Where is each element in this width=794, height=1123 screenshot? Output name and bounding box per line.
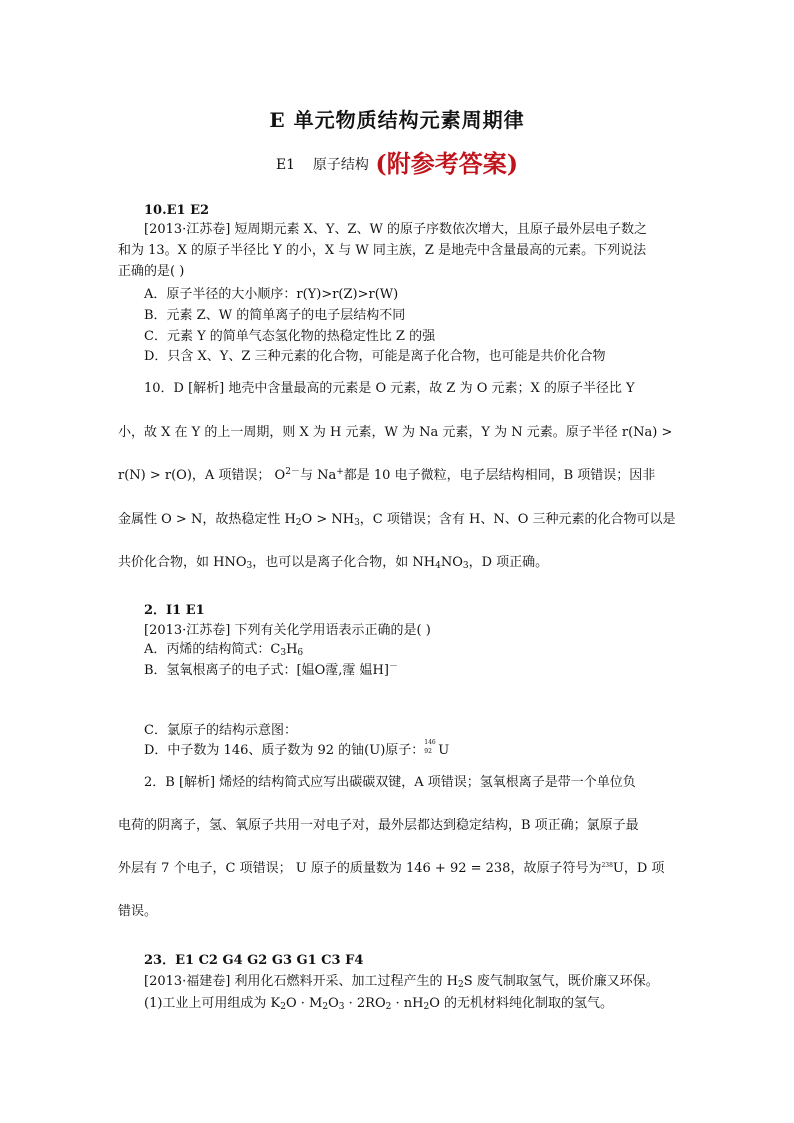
question-2-option-a: A．丙烯的结构简式：$C_3H_6$ (144, 642, 304, 658)
question-10-stem-line-3: 正确的是( ) (118, 264, 185, 279)
question-10-option-c: C．元素 Y 的简单气态氢化物的热稳定性比 Z 的强 (144, 329, 436, 344)
answer-10-line-1: 10．D [解析] 地壳中含量最高的元素是 O 元素，故 Z 为 O 元素；X 的原子半径比 Y (144, 381, 635, 396)
question-2-option-d: D．中子数为 146、质子数为 92 的铀(U)原子： 146 92 U (144, 739, 450, 758)
page-title: E 单元物质结构元素周期律 (269, 108, 525, 132)
section-heading (0, 144, 794, 179)
question-23-code: 23．E1 C2 G4 G2 G3 G1 C3 F4 (144, 953, 364, 968)
answer-10-line-2: 小，故 X 在 Y 的上一周期，则 X 为 H 元素，W 为 Na 元素，Y 为 N 元素。原子半径 r(Na) > (118, 425, 673, 440)
answer-10-line-5: 共价化合物，如 $HNO_3$，也可以是离子化合物，如 $NH_4NO_3$，D 项正确。 (118, 555, 549, 571)
question-2-code: 2．I1 E1 (144, 603, 205, 618)
question-10-code: 10.E1 E2 (144, 203, 210, 218)
answer-2-line-2: 电荷的阴离子，氢、氧原子共用一对电子对，最外层都达到稳定结构，B 项正确；氯原子最 (118, 818, 639, 833)
section-code: E1 (275, 157, 296, 173)
answer-tag: (附参考答案) (375, 149, 519, 178)
answer-10-line-4: 金属性 O > N，故热稳定性 $H_2O > NH_3$，C 项错误；含有 H、N、O 三种元素的化合物可以是 (118, 512, 676, 528)
answer-2-line-1: 2．B [解析] 烯烃的结构简式应写出碳碳双键，A 项错误；氢氧根离子是带一个单位负 (144, 775, 636, 790)
answer-2-line-3: 外层有 7 个电子，C 项错误； U 原子的质量数为 146 + 92 = 238，故原子符号为$^{238}$U，D 项 (118, 861, 665, 876)
question-23-stem: [2013·福建卷] 利用化石燃料开采、加工过程产生的 $H_2S$ 废气制取氢气，既价廉又环保。 (144, 974, 659, 990)
answer-10-line-3: r(N) > r(O)，A 项错误； $O^{2-}$与 Na+都是 10 电子微粒，电子层结构相同，B 项错误；因非 (118, 467, 656, 483)
question-2-stem: [2013·江苏卷] 下列有关化学用语表示正确的是( ) (144, 623, 431, 638)
question-10-option-a: A．原子半径的大小顺序：r(Y)>r(Z)>r(W) (144, 287, 399, 302)
answer-2-line-4: 错误。 (118, 904, 158, 919)
section-name: 原子结构 (312, 157, 369, 173)
question-10-stem-line-1: [2013·江苏卷] 短周期元素 X、Y、Z、W 的原子序数依次增大，且原子最外层电子数之 (144, 222, 647, 237)
question-10-option-d: D．只含 X、Y、Z 三种元素的化合物，可能是离子化合物，也可能是共价化合物 (144, 349, 606, 364)
question-23-part-1: (1)工业上可用组成为 $K_2O \cdot M_2O_3 \cdot 2RO_2 \cdot nH_2O$ 的无机材料纯化制取的氢气。 (144, 996, 614, 1012)
question-2-option-c: C．氯原子的结构示意图： (144, 723, 297, 738)
question-2-option-b: B．氢氧根离子的电子式：[媪O霪,霪 媪H]－ (144, 662, 398, 678)
question-10-option-b: B．元素 Z、W 的简单离子的电子层结构不同 (144, 308, 406, 323)
question-10-stem-line-2: 和为 13。X 的原子半径比 Y 的小，X 与 W 同主族，Z 是地壳中含量最高的元素。下列说法 (118, 243, 647, 258)
